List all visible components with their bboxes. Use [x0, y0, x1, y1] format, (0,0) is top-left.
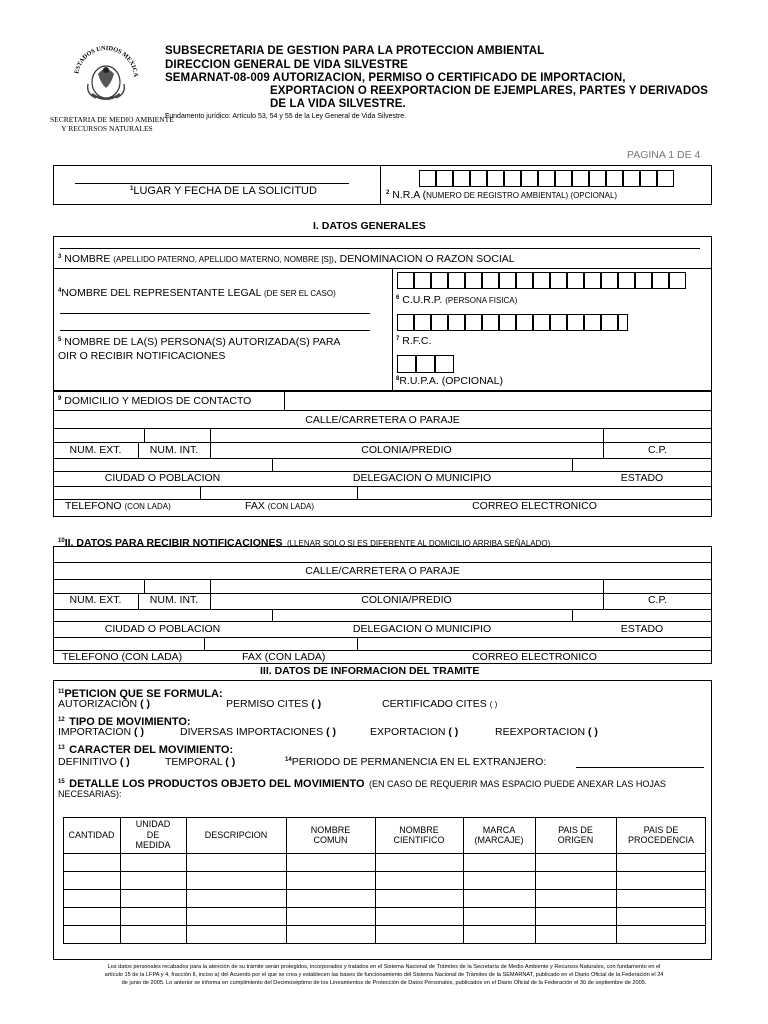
grid-line [53, 562, 712, 563]
mexico-seal-icon [68, 38, 144, 114]
autorizada-label-2: OIR O RECIBIR NOTIFICACIONES [58, 350, 226, 362]
grid-line [53, 637, 712, 638]
diversas-option[interactable]: DIVERSAS IMPORTACIONES ( ) [180, 726, 336, 738]
top-box-divider [380, 165, 381, 205]
grid-line [210, 428, 211, 442]
grid-line [144, 428, 145, 442]
grid-line [53, 486, 712, 487]
detalle-label-2: NECESARIAS): [58, 789, 122, 799]
tipo-label: $^{12}$ TIPO DE MOVIMIENTO: [58, 716, 191, 728]
grid-line [200, 486, 201, 499]
header-line3: SEMARNAT-08-009 AUTORIZACION, PERMISO O CERTIFICADO DE IMPORTACION, [165, 72, 626, 84]
grid-line [357, 637, 358, 650]
colonia2-label: COLONIA/PREDIO [361, 594, 452, 606]
num-ext-label: NUM. EXT. [69, 444, 122, 456]
autorizacion-option[interactable]: AUTORIZACION ( ) [58, 698, 150, 710]
periodo-label: $^{14}$PERIODO DE PERMANENCIA EN EL EXTRANJERO: [285, 756, 547, 768]
caracter-label: $^{13}$ CARACTER DEL MOVIMIENTO: [58, 744, 234, 756]
col-header-nombre-comun: NOMBRE COMUN [310, 824, 351, 845]
calle-label: CALLE/CARRETERA O PARAJE [305, 414, 460, 426]
cp2-label: C.P. [647, 594, 668, 606]
grid-line [272, 458, 273, 471]
grid-line [204, 637, 205, 650]
grid-line [53, 442, 712, 443]
grid-line [53, 621, 712, 622]
cp-label: C.P. [647, 444, 668, 456]
representante-line[interactable] [60, 313, 370, 314]
table-row[interactable] [63, 925, 706, 944]
nra-label: $^2$ N.R.A (NUMERO DE REGISTRO AMBIENTAL) (OPCIONAL) [386, 189, 618, 201]
grid-line [144, 579, 145, 593]
header-line5: DE LA VIDA SILVESTRE. [270, 98, 406, 110]
fax-label: FAX (CON LADA) [245, 500, 314, 512]
seal-logo [68, 38, 144, 114]
grid-line [53, 410, 712, 411]
num-int-label: NUM. INT. [149, 444, 199, 456]
table-row[interactable] [63, 871, 706, 889]
section2-title: $^{10}$II. DATOS PARA RECIBIR NOTIFICACIONES (LLENAR SOLO SI ES DIFERENTE AL DOMICILIO ARRIBA SEÑALADO) [58, 537, 551, 549]
estado-label: ESTADO [620, 472, 664, 484]
col-header-unidad: UNIDAD DE MEDIDA [135, 819, 171, 851]
col-header-cantidad: CANTIDAD [68, 829, 115, 840]
definitivo-option[interactable]: DEFINITIVO ( ) [58, 756, 130, 768]
agency-name-line2: Y RECURSOS NATURALES [61, 124, 153, 133]
lugar-fecha-label: $^1$LUGAR Y FECHA DE LA SOLICITUD [130, 185, 317, 197]
section1-row-line [53, 268, 712, 269]
num-ext2-label: NUM. EXT. [69, 594, 122, 606]
num-int2-label: NUM. INT. [149, 594, 199, 606]
product-table [63, 817, 706, 944]
footer-line2: artículo 15 de la LFPA y 4, fracción II, inciso a) del Acuerdo por el que se crea y establecen las bases de funcionamiento del Sistema Nacional de Trámites de la SEMARNAT, publicado en el Diario Oficial de la Federación el 24 [104, 972, 664, 978]
ciudad2-label: CIUDAD O POBLACION [104, 623, 221, 635]
header-line4: EXPORTACION O REEXPORTACION DE EJEMPLARES, PARTES Y DERIVADOS [270, 85, 709, 97]
temporal-option[interactable]: TEMPORAL ( ) [165, 756, 236, 768]
reexportacion-option[interactable]: REEXPORTACION ( ) [495, 726, 598, 738]
header-line2: DIRECCION GENERAL DE VIDA SILVESTRE [165, 59, 408, 71]
calle2-label: CALLE/CARRETERA O PARAJE [305, 565, 460, 577]
certificado-cites-option[interactable]: CERTIFICADO CITES ( ) [382, 698, 498, 710]
estado2-label: ESTADO [620, 623, 664, 635]
delegacion2-label: DELEGACION O MUNICIPIO [352, 623, 492, 635]
table-row[interactable] [63, 853, 706, 871]
grid-line [603, 579, 604, 593]
table-row[interactable] [63, 889, 706, 907]
table-row[interactable] [63, 907, 706, 925]
telefono2-label: TELEFONO (CON LADA) [62, 651, 183, 663]
grid-line [603, 428, 604, 442]
fundamento-juridico: Fundamento jurídico: Artículo 53, 54 y 55 de la Ley General de Vida Silvestre. [165, 113, 407, 120]
grid-line [53, 499, 712, 500]
representante-label: $^4$NOMBRE DEL REPRESENTANTE LEGAL (DE SER EL CASO) [58, 287, 336, 299]
autorizada-line[interactable] [60, 330, 370, 331]
correo-label: CORREO ELECTRONICO [472, 500, 597, 512]
col-header-descripcion: DESCRIPCION [204, 829, 268, 840]
grid-line [272, 609, 273, 621]
footer-line3: de junio de 2005. Lo anterior se informa en cumplimiento del Decimoséptimo de los Lineamientos de Protección de Datos Personales, publicados en el Diario Oficial de la Federación el 30 de septiembre de 2005. [121, 980, 647, 986]
agency-name-line1: SECRETARIA DE MEDIO AMBIENTE [50, 115, 174, 124]
rfc-label: $^7$ R.F.C. [396, 335, 432, 347]
grid-line [357, 486, 358, 499]
peticion-label: $^{11}$PETICION QUE SE FORMULA: [58, 688, 223, 700]
delegacion-label: DELEGACION O MUNICIPIO [352, 472, 492, 484]
grid-line [210, 579, 211, 593]
grid-line [572, 609, 573, 621]
domicilio-label: $^9$ DOMICILIO Y MEDIOS DE CONTACTO [58, 395, 252, 407]
svg-text:ESTADOS UNIDOS MEXICANOS: ESTADOS UNIDOS MEXICA [73, 44, 140, 78]
footer-line1: Los datos personales recabados para la atención de su trámite serán protegidos, incorporados y tratados en el Sistema Nacional de Trámites de la Secretaría de Medio Ambiente y Recursos Naturales, con fundamento en el [107, 964, 661, 970]
grid-line [53, 579, 712, 580]
page-label: PAGINA 1 DE 4 [627, 149, 701, 161]
col-header-marca: MARCA (MARCAJE) [474, 824, 524, 845]
col-header-pais-procedencia: PAIS DE PROCEDENCIA [627, 824, 694, 845]
detalle-label: $^{15}$ DETALLE LOS PRODUCTOS OBJETO DEL MOVIMIENTO (EN CASO DE REQUERIR MAS ESPACIO PUEDE ANEXAR LAS HOJAS [58, 778, 666, 790]
correo2-label: CORREO ELECTRONICO [472, 651, 597, 663]
nombre-line[interactable] [60, 248, 700, 249]
lugar-fecha-line[interactable] [75, 183, 349, 184]
colonia-label: COLONIA/PREDIO [361, 444, 452, 456]
section1-title: I. DATOS GENERALES [313, 220, 426, 232]
col-header-pais-origen: PAIS DE ORIGEN [557, 824, 594, 845]
section3-title: III. DATOS DE INFORMACION DEL TRAMITE [260, 665, 480, 677]
ciudad-label: CIUDAD O POBLACION [104, 472, 221, 484]
header-line1: SUBSECRETARIA DE GESTION PARA LA PROTECCION AMBIENTAL [165, 45, 545, 57]
grid-line [53, 458, 712, 459]
importacion-option[interactable]: IMPORTACION ( ) [58, 726, 144, 738]
section1-divider [392, 268, 393, 391]
periodo-line[interactable] [576, 767, 704, 768]
grid-line [53, 609, 712, 610]
grid-line [284, 391, 285, 410]
telefono-label: TELEFONO (CON LADA) [65, 500, 171, 512]
autorizada-label-1: $^5$ NOMBRE DE LA(S) PERSONA(S) AUTORIZADA(S) PARA [58, 336, 341, 348]
grid-line [53, 428, 712, 429]
rupa-label: $^8$R.U.P.A. (OPCIONAL) [396, 375, 504, 387]
fax2-label: FAX (CON LADA) [242, 651, 326, 663]
permiso-cites-option[interactable]: PERMISO CITES ( ) [226, 698, 322, 710]
curp-label: $^6$ C.U.R.P. (PERSONA FISICA) [396, 294, 518, 306]
grid-line [572, 458, 573, 471]
nombre-label: $^3$ NOMBRE (APELLIDO PATERNO, APELLIDO MATERNO, NOMBRE [S]), DENOMINACION O RAZON SOCIAL [58, 253, 515, 265]
col-header-nombre-cientifico: NOMBRE CIENTIFICO [393, 824, 445, 845]
exportacion-option[interactable]: EXPORTACION ( ) [370, 726, 459, 738]
